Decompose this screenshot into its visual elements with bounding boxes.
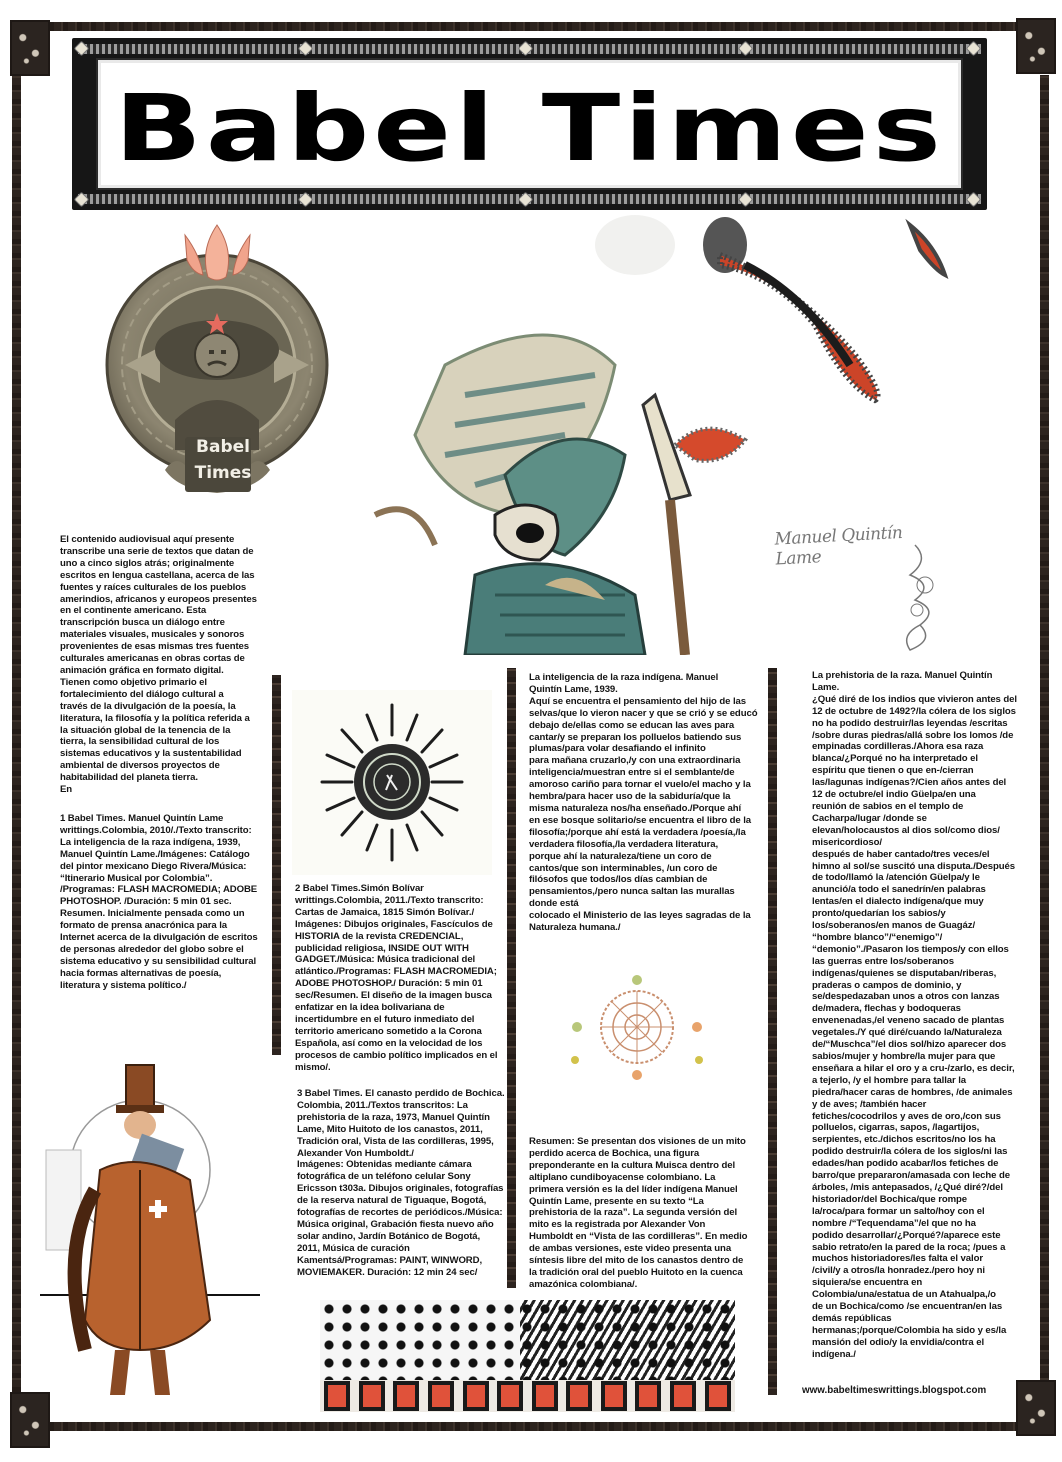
- frame-bottom-border: [40, 1422, 1020, 1431]
- frame-left-border: [12, 75, 21, 1415]
- column-divider-1: [272, 675, 281, 1055]
- intro-paragraph: El contenido audiovisual aquí presente transcribe una serie de textos que datan de uno a cinco siglos atrás; originalmente escritos en lengua castellana, acerca de las fuentes y raíces culturales de los pueblos amerindios, africanos y europeos presentes en el continente americano. Esta transcripción busca un diálogo entre materiales visuales, musicales y sonoros provenientes de esas mismas tres fuentes culturales americanas en obras cortas de animación gráfica en formato digital. Tienen como objetivo primario el fortalecimiento del diálogo cultural a través de la divulgación de la poesía, la literatura, la filosofía y la política referida a la situación global de la tenencia de la tierra, la sensibilidad cultural de los sistemas educativos y la sustentabilidad ambiental de diversos proyectos de habitabilidad del planeta tierra. En: [60, 534, 257, 796]
- signature: [775, 515, 950, 655]
- tile-icon: [359, 1381, 385, 1411]
- sun-icon: [292, 690, 492, 875]
- tile-icon: [635, 1381, 661, 1411]
- masthead-banner: [72, 38, 987, 210]
- signature-text: Manuel Quintín Lame: [774, 522, 903, 570]
- corner-ornament-top-left: [10, 20, 50, 76]
- tile-icon: [393, 1381, 419, 1411]
- resumen-bochica: Resumen: Se presentan dos visiones de un mito perdido acerca de Bochica, una figura preponderante en la cultura Muisca dentro del altiplano cundiboyacense colombiano. La primera versión es la del líder indígena Manuel Quintín Lame, presente en su texto “La prehistoria de la raza”. La segunda versión del mito es la registrada por Alexander Von Humboldt en “Vista de las cordilleras”. En medio de ambas versiones, este video presenta una síntesis libre del mito de los canastos dentro de la tradición oral del pueblo Huitoto en la cuenca amazónica colombiana/.: [529, 1136, 748, 1290]
- red-tiles-row: [320, 1380, 735, 1412]
- star-pattern: [320, 1300, 735, 1380]
- masthead-inner-panel: [98, 60, 961, 188]
- entry-1-credits: 1 Babel Times. Manuel Quintín Lame writtings.Colombia, 2010/./Texto transcrito: La inteligencia de la raza indígena, 1939, Manuel Quintín Lame./Imágenes: Catálogo del pintor mexicano Diego Rivera/Música: “Itinerario Musical por Colombia”. /Programas: FLASH MACROMEDIA; ADOBE PHOTOSHOP. /Duración: 5 min 01 sec. Resumen. Inicialmente pensada como un formato de prensa anacrónica para la Internet acerca de la divulgación de escritos de personas alrededor del globo sobre el sistema educativo y su sensibilidad cultural hacia formas alternativas de poesía, literatura y sistema político./: [60, 813, 258, 991]
- article-prehistoria-raza: La prehistoria de la raza. Manuel Quintín Lame. ¿Qué diré de los indios que vivieron antes del 12 de octubre de 1492?/la cólera de los siglos no ha podido destruir/las leyendas /escritas /sobre duras piedras/allá sobre los lomos /de empinadas cordilleras./Ahora esa raza blanca/¿Porqué no ha interpretado el espíritu que tienen o que en-/cierran las/lagunas indígenas?/Cien años antes del 12 de octubre/el indio Güelpa/en una reunión de sabios en el templo de Cacharpa/lugar /donde se elevan/holocaustos al dios sol/como dios/ misericordioso/ después de haber cantado/tres veces/el himno al sol/se suscitó una disputa./Después de todo/llamó la /atención Güelpa/y le anunció/a todo el sanedrín/en palabras lentas/en el dialecto indígena/que muy pronto/quedarían los sabios/y los/soberanos/en manos de Guagáz/ “hombre blanco”/“enemigo”/ “demonio”./Pasaron los tiempos/y con ellos las guerras entre los/soberanos indígenas/quienes se disputaban/riberas, praderas o campos de dominio, y se/despedazaban unos a otros con lanzas de/madera, flechas y bodoqueras envenenadas,/el veneno sacado de plantas vegetales./Y qué diré/cuando la/Naturaleza de/“Muschca”/el dios sol/hizo aparecer dos sabios/mujer y hombre/la mujer para que enseñara a hilar el oro y a cru-/zarlo, es decir, a tejerlo, /y el hombre para tallar la piedra/hacer caras de hombres, /de animales y de aves; /también hacer fetiches/cocodrilos y aves de oro,/con sus polluelos, cigarras, sapos, /lagartijos, serpientes, etc./dichos escritos/no los ha podido destruir/la cólera de los siglos/ni las edades/han podido acabar/los fetiches de barro/que prepararon/amasada con leche de árboles, /mis antepasados, /¿Qué diré?/del historiador/del Bochica/que rompe la/roca/para formar un salto/hoy con el nombre /“Tequendama”/el que no ha podido desarrollar/¿Porqué?/aparece este sabio retrato/en la pared de la roca; /pues a muchos historiadores/les falta el valor /civil/y a otros/la honradez./pero hoy ni siquiera/se encuentra en Colombia/una/estatua de un Atahualpa,/o de un Bochica/como /se encuentran/en las demás repúblicas hermanas;/porque/Colombia ha sido y es/la mansión del odio/y la envidia/contra el indígena./: [812, 670, 1017, 1360]
- tile-icon: [428, 1381, 454, 1411]
- tile-icon: [497, 1381, 523, 1411]
- article-inteligencia-raza: La inteligencia de la raza indígena. Manuel Quintín Lame, 1939. Aquí se encuentra el pensamiento del hijo de las selvas/que lo vieron nacer y que se crió y se educó debajo de/ellas como se educan las aves para cantar/y se preparan los polluelos batiendo sus plumas/para volar desafiando el infinito para mañana cruzarlo,/y con una extraordinaria inteligencia/muestran entre si el semblante/de amoroso cariño para tornar el vuelo/el macho y la hembra/para hacer uso de la sabiduría/que la misma naturaleza nos/ha enseñado./Porque ahí en ese bosque solitario/se encuentra el libro de la filosofía;/porque ahí está la verdadera /poesía,/la verdadera filosofía,/la verdadera literatura, porque ahí la naturaleza/tiene un coro de cantos/que son interminables, /un coro de filósofos que todos/los días cambian de pensamientos,/pero nunca saltan las murallas donde está colocado el Ministerio de las leyes sagradas de la Naturaleza humana./: [529, 672, 758, 934]
- frame-right-border: [1040, 75, 1049, 1415]
- emblem-label-line1: Babel: [196, 437, 250, 457]
- corner-ornament-top-right: [1016, 18, 1056, 74]
- column-divider-3: [768, 668, 777, 1395]
- sun-drawing: [292, 690, 492, 875]
- tile-icon: [532, 1381, 558, 1411]
- mandala-drawing: [565, 970, 710, 1085]
- pattern-strip: [320, 1300, 735, 1412]
- entry-2-credits: 2 Babel Times.Simón Bolívar writtings.Colombia, 2011./Texto transcrito: Cartas de Jamaica, 1815 Simón Bolívar./ Imágenes: Dibujos originales, Fascículos de HISTORIA de la revista CREDENCIAL, publicidad religiosa, INSIDE OUT WITH GADGET./Música: Música tradicional del atlántico./Programas: FLASH MACROMEDIA; ADOBE PHOTOSHOP./ Duración: 5 min 01 sec/Resumen. El diseño de la imagen busca enfatizar en la idea bolivariana de incertidumbre en el futuro inmediato del territorio americano sometido a la Corona Española, así como en la velocidad de los procesos de cambio político implicados en el mismo/.: [295, 883, 498, 1073]
- emblem-medallion: [105, 215, 330, 505]
- emblem-label-line2: Times: [194, 463, 252, 483]
- aztec-calendar-icon: [105, 215, 330, 505]
- corner-ornament-bottom-right: [1016, 1380, 1056, 1436]
- frame-top-border: [40, 22, 1020, 31]
- tile-icon: [705, 1381, 731, 1411]
- tile-icon: [566, 1381, 592, 1411]
- tile-icon: [670, 1381, 696, 1411]
- conquistador-illustration: [40, 1050, 260, 1410]
- masthead-title: Babel Times: [114, 75, 945, 182]
- mandala-icon: [565, 970, 710, 1085]
- conquistador-figure-icon: [40, 1050, 260, 1410]
- entry-3-credits: 3 Babel Times. El canasto perdido de Bochica. Colombia, 2011./Textos transcritos: La prehistoria de la raza, 1973, Manuel Quintín Lame, Mito Huitoto de los canastos, 2011, Tradición oral, Vista de las cordilleras, 1995, Alexander Von Humboldt./ Imágenes: Obtenidas mediante cámara fotográfica de un teléfono celular Sony Ericsson t303a. Dibujos originales, fotografías de la reserva natural de Tiguaque, Bogotá, fotografías de recortes de periódicos./Música: Música original, Grabación fiesta nuevo año solar andino, Jardín Botánico de Bogotá, 2011, Música de curación Kamentsá/Programas: PAINT, WINWORD, MOVIEMAKER. Duración: 12 min 24 sec/: [297, 1088, 505, 1278]
- tile-icon: [601, 1381, 627, 1411]
- glyph-doodle-icon: [895, 540, 950, 655]
- tile-icon: [324, 1381, 350, 1411]
- footer-blog-url[interactable]: www.babeltimeswrittings.blogspot.com: [802, 1385, 987, 1396]
- tile-icon: [463, 1381, 489, 1411]
